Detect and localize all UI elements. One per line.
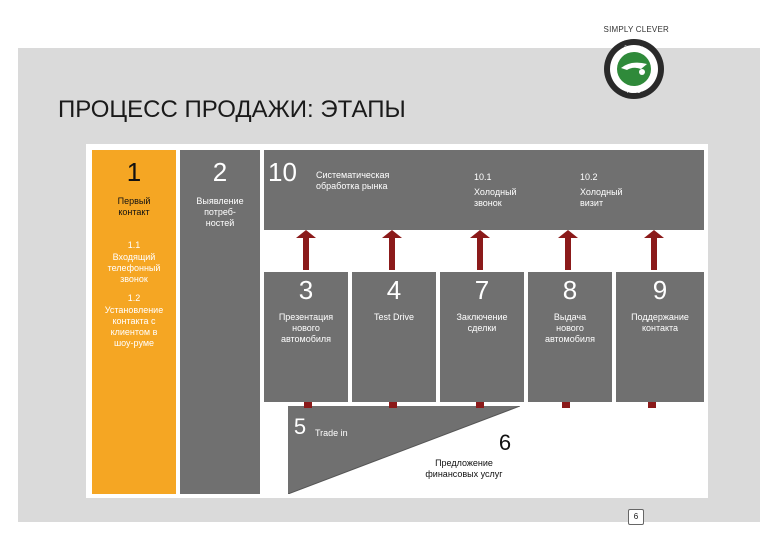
stage-8-label: Выдача нового автомобиля xyxy=(544,312,596,344)
svg-text:AUTO: AUTO xyxy=(627,89,641,95)
stage-10-number: 10 xyxy=(268,157,297,187)
stage-6-number: 6 xyxy=(498,430,512,455)
arrow-up-icon xyxy=(558,230,578,270)
stage-5-6-split xyxy=(288,406,520,494)
stage-5-number: 5 xyxy=(293,414,307,439)
stage-10-2-label: Холодный визит xyxy=(580,187,623,208)
stage-10-1-label: Холодный звонок xyxy=(474,187,517,208)
stage-7-number: 7 xyxy=(474,275,490,305)
arrow-up-icon xyxy=(382,230,402,270)
stage-1-1-label: Входящий телефонный звонок xyxy=(107,252,161,284)
page-number: 6 xyxy=(628,509,644,525)
tagline: SIMPLY CLEVER xyxy=(603,25,669,34)
stage-1-1-number: 1.1 xyxy=(127,240,141,250)
svg-text:ŠKODA: ŠKODA xyxy=(623,47,645,53)
page-title: ПРОЦЕСС ПРОДАЖИ: ЭТАПЫ xyxy=(58,96,406,123)
stage-9-number: 9 xyxy=(652,275,668,305)
stage-5-label: Trade in xyxy=(315,428,348,438)
stage-2-label: Выявление потреб- ностей xyxy=(196,196,244,228)
arrow-up-icon xyxy=(296,230,316,270)
stage-9-label: Поддержание контакта xyxy=(631,312,689,333)
stage-2-number: 2 xyxy=(212,157,228,187)
stage-10-2-number: 10.2 xyxy=(580,172,598,182)
stage-10-1-number: 10.1 xyxy=(474,172,492,182)
stage-6-label: Предложение финансовых услуг xyxy=(425,458,503,479)
stage-8-number: 8 xyxy=(562,275,578,305)
arrow-up-icon xyxy=(470,230,490,270)
arrows-layer xyxy=(264,230,704,274)
stage-1-label: Первый контакт xyxy=(117,196,151,217)
stage-10-label: Систематическая обработка рынка xyxy=(316,170,390,191)
skoda-logo xyxy=(603,38,665,100)
stage-4-label: Test Drive xyxy=(373,312,414,322)
stage-1-2-label: Установление контакта с клиентом в шоу-руме xyxy=(104,305,164,348)
connector-ticks xyxy=(264,400,704,412)
stage-1-number: 1 xyxy=(126,157,142,187)
stage-7-label: Заключение сделки xyxy=(456,312,508,333)
stage-4-number: 4 xyxy=(386,275,402,305)
stage-1-2-number: 1.2 xyxy=(127,293,141,303)
arrow-up-icon xyxy=(644,230,664,270)
stage-3-number: 3 xyxy=(298,275,314,305)
stage-3-label: Презентация нового автомобиля xyxy=(278,312,334,344)
